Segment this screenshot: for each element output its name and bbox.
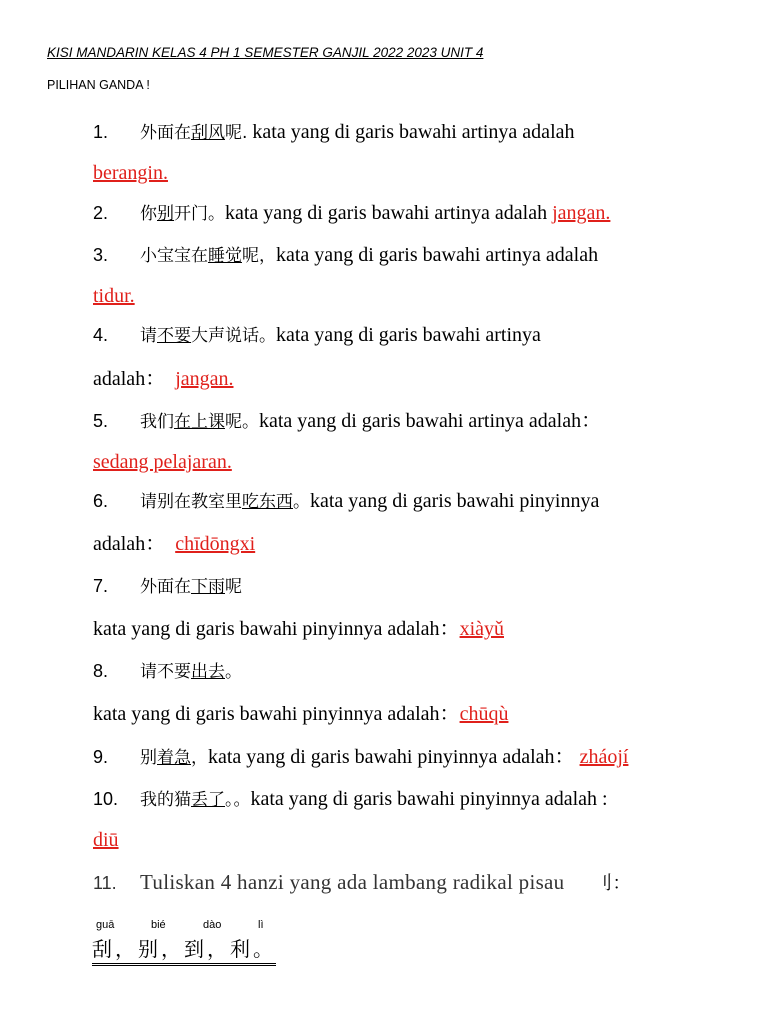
underlined-word: 着急: [157, 748, 191, 768]
question-text: kata yang di garis bawahi pinyinnya adalah：: [93, 618, 460, 640]
question-number: 9.: [93, 747, 109, 767]
answer-9: zháojí: [579, 746, 629, 768]
underlined-word: 丢了: [191, 790, 225, 810]
chinese-text: 我的猫: [140, 790, 191, 810]
question-number: 11.: [93, 873, 117, 893]
section-subtitle: PILIHAN GANDA !: [47, 78, 150, 92]
chinese-text: 呢: [225, 577, 242, 597]
chinese-text: 呢，: [242, 246, 276, 266]
answer-2: jangan.: [552, 202, 611, 224]
answer-4: jangan.: [175, 368, 234, 390]
chinese-text: 别: [140, 748, 157, 768]
answer-5-line: [93, 450, 232, 474]
answer-1: berangin.: [93, 162, 168, 184]
answer-6-line: [93, 532, 255, 556]
question-2: [93, 201, 610, 226]
question-text: kata yang di garis bawahi pinyinnya adalah：: [93, 703, 460, 725]
question-number: 7.: [93, 576, 109, 596]
pinyin-label: guā: [96, 919, 115, 931]
question-10: [93, 787, 608, 812]
question-number: 5.: [93, 411, 109, 431]
hanzi-answer: 刮，别，到，利。: [92, 933, 276, 966]
chinese-text: 。: [293, 492, 310, 512]
question-text: kata yang di garis bawahi pinyinnya adalah :: [250, 788, 608, 810]
answer-7-line: [93, 617, 504, 641]
chinese-text: 。: [225, 662, 242, 682]
question-number: 8.: [93, 661, 109, 681]
answer-7: xiàyǔ: [459, 618, 504, 640]
radical-symbol: 刂：: [594, 873, 631, 894]
chinese-text: 大声说话。: [191, 326, 276, 346]
question-number: 4.: [93, 325, 109, 345]
underlined-word: 下雨: [191, 577, 225, 597]
question-1: [93, 120, 575, 145]
question-text: Tuliskan 4 hanzi yang ada lambang radikal pisau: [140, 870, 565, 894]
chinese-text: 开门。: [174, 204, 225, 224]
question-5: [93, 409, 601, 434]
chinese-text: 外面在: [140, 123, 191, 143]
chinese-text: 呢.: [225, 123, 248, 143]
chinese-text: 请: [140, 326, 157, 346]
chinese-text: 请不要: [140, 662, 191, 682]
pinyin-label: dào: [203, 919, 222, 931]
pinyin-label: bié: [151, 919, 166, 931]
question-text: kata yang di garis bawahi artinya: [276, 324, 541, 346]
question-6: [93, 489, 599, 514]
question-text: kata yang di garis bawahi artinya adalah: [225, 202, 553, 224]
question-text: adalah：: [93, 368, 166, 390]
question-text: kata yang di garis bawahi artinya adalah: [247, 121, 575, 143]
question-text: kata yang di garis bawahi pinyinnya: [310, 490, 600, 512]
question-9: [93, 745, 628, 770]
underlined-word: 睡觉: [208, 246, 242, 266]
chinese-text: ，: [191, 748, 208, 768]
chinese-text: 呢。: [225, 412, 259, 432]
answer-3-line: [93, 284, 135, 308]
question-text: adalah：: [93, 533, 166, 555]
pinyin-label: lì: [258, 919, 264, 931]
chinese-text: 外面在: [140, 577, 191, 597]
chinese-text: 。。: [225, 790, 251, 810]
underlined-word: 在上课: [174, 412, 225, 432]
question-text: kata yang di garis bawahi artinya adalah：: [259, 410, 602, 432]
answer-10-line: [93, 828, 119, 852]
chinese-text: 小宝宝在: [140, 246, 208, 266]
question-number: 2.: [93, 203, 109, 223]
answer-8-line: [93, 702, 508, 726]
question-number: 6.: [93, 491, 109, 511]
question-3: [93, 243, 598, 268]
answer-4-line: [93, 367, 234, 391]
question-text: kata yang di garis bawahi artinya adalah: [276, 244, 599, 266]
question-number: 10.: [93, 789, 119, 809]
question-number: 3.: [93, 245, 109, 265]
chinese-text: 请别在教室里: [140, 492, 242, 512]
question-text: kata yang di garis bawahi pinyinnya adalah：: [208, 746, 575, 768]
question-number: 1.: [93, 122, 109, 142]
answer-10: diū: [93, 829, 119, 851]
chinese-text: 你: [140, 204, 157, 224]
underlined-word: 吃东西: [242, 492, 293, 512]
underlined-word: 刮风: [191, 123, 225, 143]
underlined-word: 不要: [157, 326, 191, 346]
underlined-word: 出去: [191, 662, 225, 682]
question-7: [93, 574, 242, 599]
answer-1-line: [93, 161, 168, 185]
answer-3: tidur.: [93, 285, 135, 307]
answer-5: sedang pelajaran.: [93, 451, 232, 473]
question-8: [93, 659, 242, 684]
question-4: [93, 323, 541, 348]
answer-6: chīdōngxi: [175, 533, 256, 555]
answer-8: chūqù: [459, 703, 509, 725]
question-11: [93, 870, 630, 896]
document-title: KISI MANDARIN KELAS 4 PH 1 SEMESTER GANJIL 2022 2023 UNIT 4: [47, 45, 484, 60]
chinese-text: 我们: [140, 412, 174, 432]
underlined-word: 别: [157, 204, 174, 224]
